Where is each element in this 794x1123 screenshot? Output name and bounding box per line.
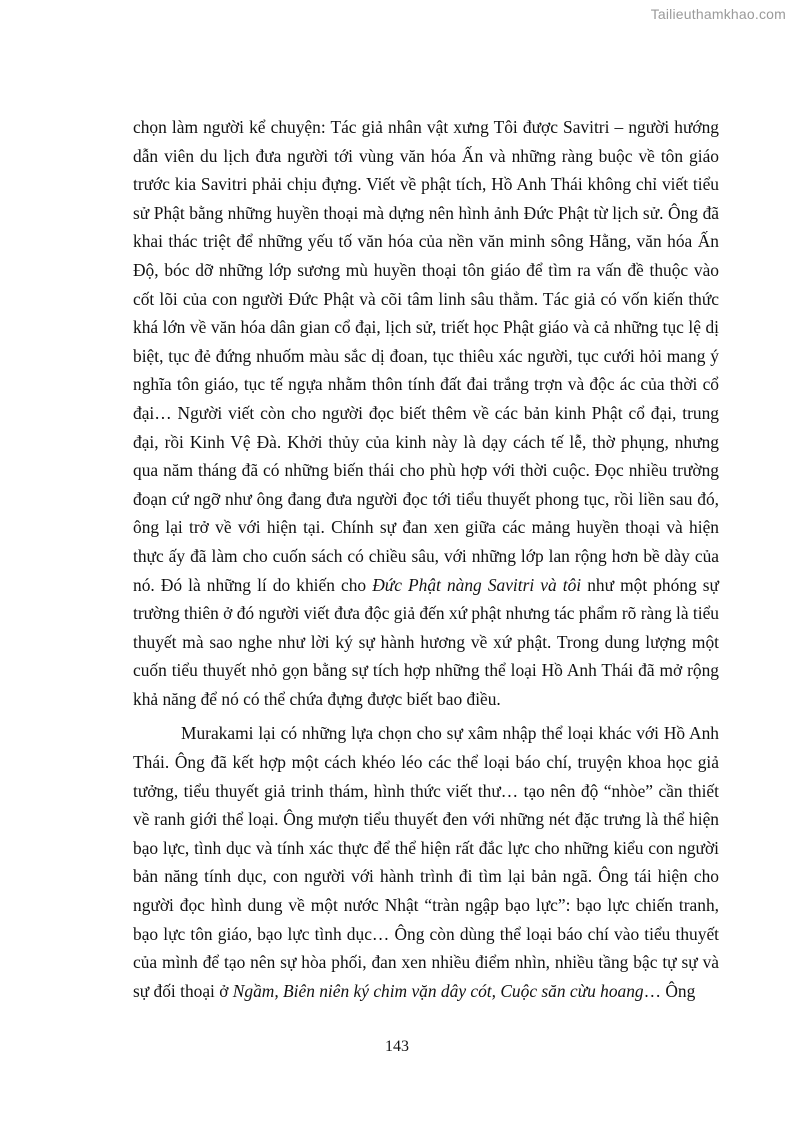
paragraph-1 bbox=[133, 113, 719, 713]
page-body bbox=[133, 113, 719, 1005]
watermark: Tailieuthamkhao.com bbox=[650, 6, 786, 22]
paragraph-2-text-a: Murakami lại có những lựa chọn cho sự xâm nhập thể loại khác với Hồ Anh Thái. Ông đã kết hợp một cách khéo léo các thể loại báo chí, truyện khoa học giả tưởng, tiểu thuyết giả trinh thám, hình thức viết thư… tạo nên độ “nhòe” cần thiết về ranh giới thể loại. Ông mượn tiểu thuyết đen với những nét đặc trưng là thể hiện bạo lực, tình dục và tính xác thực để thể hiện rất đắc lực cho những kiểu con người bản năng tính dục, con người với hành trình đi tìm lại bản ngã. Ông tái hiện cho người đọc hình dung về một nước Nhật “tràn ngập bạo lực”: bạo lực chiến tranh, bạo lực tôn giáo, bạo lực tình dục… Ông còn dùng thể loại báo chí vào tiểu thuyết của mình để tạo nên sự hòa phối, đan xen nhiều điểm nhìn, nhiều tầng bậc tự sự và sự đối thoại ở bbox=[133, 723, 719, 1001]
page-number: 143 bbox=[385, 1038, 409, 1055]
paragraph-2-text-b: … Ông bbox=[643, 980, 696, 1001]
paragraph-2 bbox=[133, 719, 719, 1005]
book-title-duc-phat: Đức Phật nàng Savitri và tôi bbox=[372, 574, 582, 595]
paragraph-1-text-b: như một phóng sự trường thiên ở đó người viết đưa độc giả đến xứ phật nhưng tác phẩm rõ ràng là tiểu thuyết mà sao nghe như lời ký sự hành hương về xứ phật. Trong dung lượng một cuốn tiểu thuyết nhỏ gọn bằng sự tích hợp những thể loại Hồ Anh Thái đã mở rộng khả năng để nó có thể chứa đựng được biết bao điều. bbox=[133, 574, 719, 709]
book-titles-murakami: Ngầm, Biên niên ký chim vặn dây cót, Cuộc săn cừu hoang bbox=[232, 980, 644, 1001]
paragraph-1-text-a: chọn làm người kể chuyện: Tác giả nhân vật xưng Tôi được Savitri – người hướng dẫn viên du lịch đưa người tới vùng văn hóa Ấn và những ràng buộc về tôn giáo trước kia Savitri phải chịu đựng. Viết về phật tích, Hồ Anh Thái không chỉ viết tiểu sử Phật bằng những huyền thoại mà dựng nên hình ảnh Đức Phật từ lịch sử. Ông đã khai thác triệt để những yếu tố văn hóa của nền văn minh sông Hằng, văn hóa Ấn Độ, bóc dỡ những lớp sương mù huyền thoại tôn giáo để tìm ra vấn đề thuộc vào cốt lõi của con người Đức Phật và cõi tâm linh sâu thẳm. Tác giả có vốn kiến thức khá lớn về văn hóa dân gian cổ đại, lịch sử, triết học Phật giáo và cả những tục lệ dị biệt, tục đẻ đứng nhuốm màu sắc dị đoan, tục thiêu xác người, tục cưới hỏi mang ý nghĩa tôn giáo, tục tế ngựa nhằm thôn tính đất đai trắng trợn và độc ác của thời cổ đại… Người viết còn cho người đọc biết thêm về các bản kinh Phật cổ đại, trung đại, rồi Kinh Vệ Đà. Khởi thủy của kinh này là dạy cách tế lễ, thờ phụng, nhưng qua năm tháng đã có những biến thái cho phù hợp với thời cuộc. Đọc nhiều trường đoạn cứ ngỡ như ông đang đưa người đọc tới tiểu thuyết phong tục, rồi liền sau đó, ông lại trở về với hiện tại. Chính sự đan xen giữa các mảng huyền thoại và hiện thực ấy đã làm cho cuốn sách có chiều sâu, với những lớp lan rộng hơn bề dày của nó. Đó là những lí do khiến cho bbox=[133, 117, 719, 595]
